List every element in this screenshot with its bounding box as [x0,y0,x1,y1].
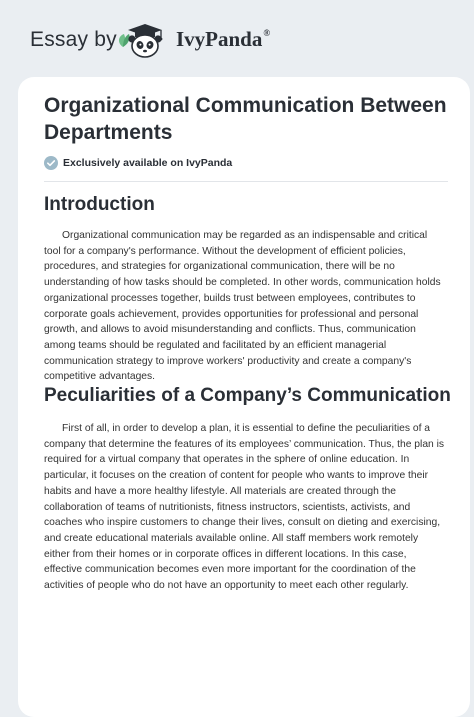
peculiarities-paragraph [44,421,452,594]
paragraph-line: tool for a company's performance. Without the development of efficient policies, [44,245,406,257]
paragraph-line: required for a virtual company that operates in the sphere of online education. In [44,454,410,466]
title-divider [44,181,448,182]
essay-by-label: Essay by [30,28,117,51]
exclusive-badge [44,155,232,171]
paragraph-line: competitive advantages. [44,371,156,383]
paragraph-line: corporate goals achievement, provides opportunities for professional and personal [44,308,419,320]
paragraph-line: understanding of how tasks should be completed. In other words, communication holds [44,277,441,289]
paragraph-line: growth, and allows to avoid misunderstanding and conflicts. Thus, communication [44,324,416,336]
ivypanda-logo-text[interactable]: IvyPanda® [176,27,271,51]
paragraph-line: coaches who inspire customers to change their lives, consult on dieting and exercising, [44,517,441,529]
paragraph-line: procedures, and strategies for organizational communication, there will be no [44,261,395,273]
essay-title-line: Departments [44,121,173,144]
paragraph-line: among teams should be regulated and facilitated by an efficient managerial [44,339,387,351]
paragraph-line: First of all, in order to develop a plan, it is essential to define the peculiarities of a [62,423,431,434]
section-heading-peculiarities: Peculiarities of a Company’s Communication [44,385,451,406]
paragraph-line: company that determine the features of its employees’ communication. Thus, the plan is [44,438,445,450]
site-header [0,0,474,78]
paragraph-line: and create educational materials available online. All staff members work remotely [44,532,419,544]
essay-title-line: Organizational Communication Between [44,94,447,117]
paragraph-line: communication strategy to improve workers' productivity and create a company's [44,355,412,367]
essay-title [44,92,454,146]
paragraph-line: Organizational communication may be regarded as an indispensable and critical [62,230,428,241]
exclusive-badge-label: Exclusively available on IvyPanda [63,157,233,169]
paragraph-line: collaboration of teams of nutritionists, fitness instructors, scientists, activists, and [44,501,411,513]
paragraph-line: particular, it focuses on the creation of content for people who wants to improve their [44,470,429,482]
paragraph-line: effective communication becomes even more important for the coordination of the [44,564,416,576]
paragraph-line: activities of people who do not have an opportunity to meet each other regularly. [44,580,409,592]
introduction-paragraph [44,228,452,385]
panda-graduate-icon[interactable] [114,21,166,59]
paragraph-line: habits and have a more healthy lifestyle. All materials are created through the [44,485,397,497]
check-circle-icon [44,156,58,170]
paragraph-line: either from their homes or in corporate offices in different locations. In this case, [44,548,407,560]
paragraph-line: organizational processes together, builds trust between employees, contributes to [44,292,416,304]
section-heading-introduction: Introduction [44,194,155,215]
